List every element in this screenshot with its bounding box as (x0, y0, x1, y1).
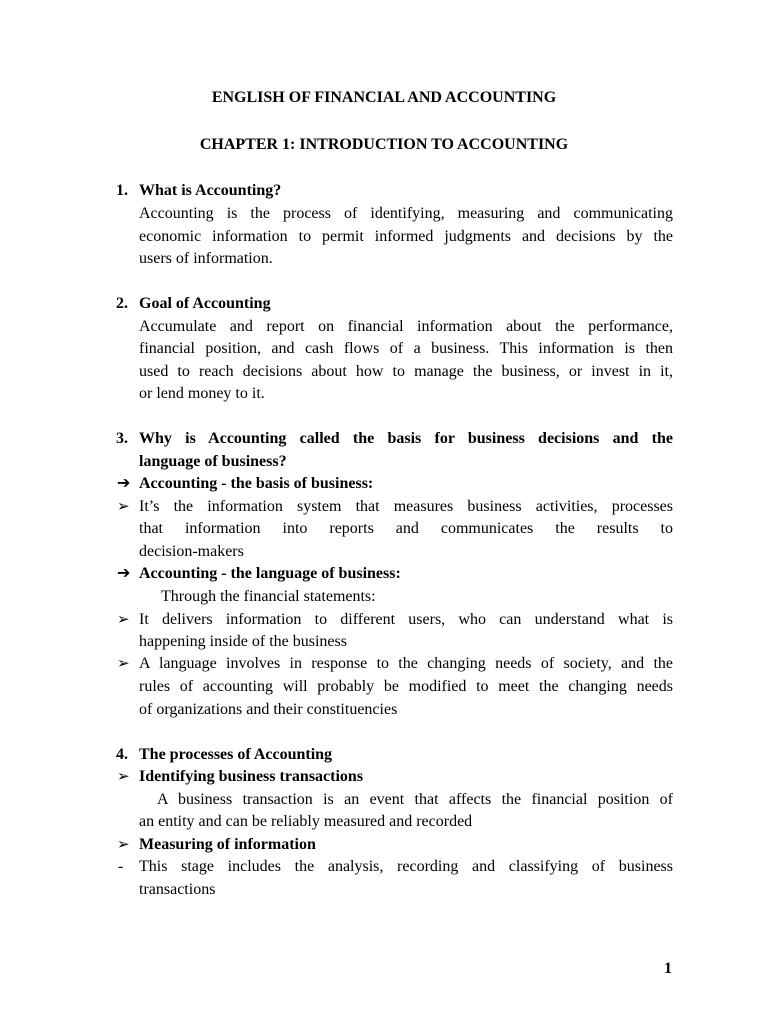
bullet-line: of organizations and their constituencies (139, 701, 398, 718)
bullet-line: It delivers information to different users, who can understand what is (139, 611, 673, 628)
section-2-line-4: or lend money to it. (139, 385, 265, 402)
arrow-right-icon: ➔ (117, 475, 131, 492)
bullet-line: decision-makers (139, 543, 244, 560)
section-3-number: 3. (116, 430, 128, 447)
section-3-heading-line-1: Why is Accounting called the basis for business decisions and the (139, 430, 673, 447)
triangle-bullet-icon: ➢ (117, 837, 130, 853)
section-2-number: 2. (116, 295, 128, 312)
dash-bullet: - (118, 858, 124, 875)
document-title: ENGLISH OF FINANCIAL AND ACCOUNTING (211, 89, 557, 106)
section-2-line-2: financial position, and cash flows of a business. This information is then (139, 340, 673, 357)
subheading-basis-of-business: Accounting - the basis of business: (139, 475, 374, 492)
bullet-line: rules of accounting will probably be modified to meet the changing needs (139, 678, 673, 695)
subheading-language-of-business: Accounting - the language of business: (139, 565, 401, 582)
section-2-line-3: used to reach decisions about how to manage the business, or invest in it, (139, 363, 673, 380)
section-2-line-1: Accumulate and report on financial information about the performance, (139, 318, 673, 335)
subheading-identifying-transactions: Identifying business transactions (139, 768, 364, 785)
triangle-bullet-icon: ➢ (117, 769, 130, 785)
section-4-heading: The processes of Accounting (139, 746, 333, 763)
section-1-line-3: users of information. (139, 250, 273, 267)
section-3-heading-line-2: language of business? (139, 453, 287, 470)
bullet-line: that information into reports and communicates the results to (139, 520, 673, 537)
subheading-measuring-information: Measuring of information (139, 836, 316, 853)
bullet-line: happening inside of the business (139, 633, 347, 650)
financial-statements-intro: Through the financial statements: (161, 588, 376, 605)
bullet-line: It’s the information system that measures business activities, processes (139, 498, 673, 515)
section-2-heading: Goal of Accounting (139, 295, 271, 312)
chapter-title: CHAPTER 1: INTRODUCTION TO ACCOUNTING (199, 136, 569, 153)
arrow-right-icon: ➔ (117, 565, 131, 582)
triangle-bullet-icon: ➢ (117, 612, 130, 628)
page-number: 1 (664, 960, 672, 977)
measuring-line-2: transactions (139, 881, 216, 898)
section-1-heading: What is Accounting? (139, 182, 282, 199)
bullet-line: A language involves in response to the changing needs of society, and the (139, 655, 673, 672)
triangle-bullet-icon: ➢ (117, 499, 130, 515)
section-1-line-1: Accounting is the process of identifying, measuring and communicating (139, 205, 673, 222)
transaction-definition-line-1: A business transaction is an event that affects the financial position of (157, 791, 673, 808)
section-1-number: 1. (116, 182, 128, 199)
triangle-bullet-icon: ➢ (117, 656, 130, 672)
transaction-definition-line-2: an entity and can be reliably measured and recorded (139, 813, 473, 830)
measuring-line-1: This stage includes the analysis, recording and classifying of business (139, 858, 673, 875)
section-1-line-2: economic information to permit informed judgments and decisions by the (139, 228, 673, 245)
section-4-number: 4. (116, 746, 128, 763)
